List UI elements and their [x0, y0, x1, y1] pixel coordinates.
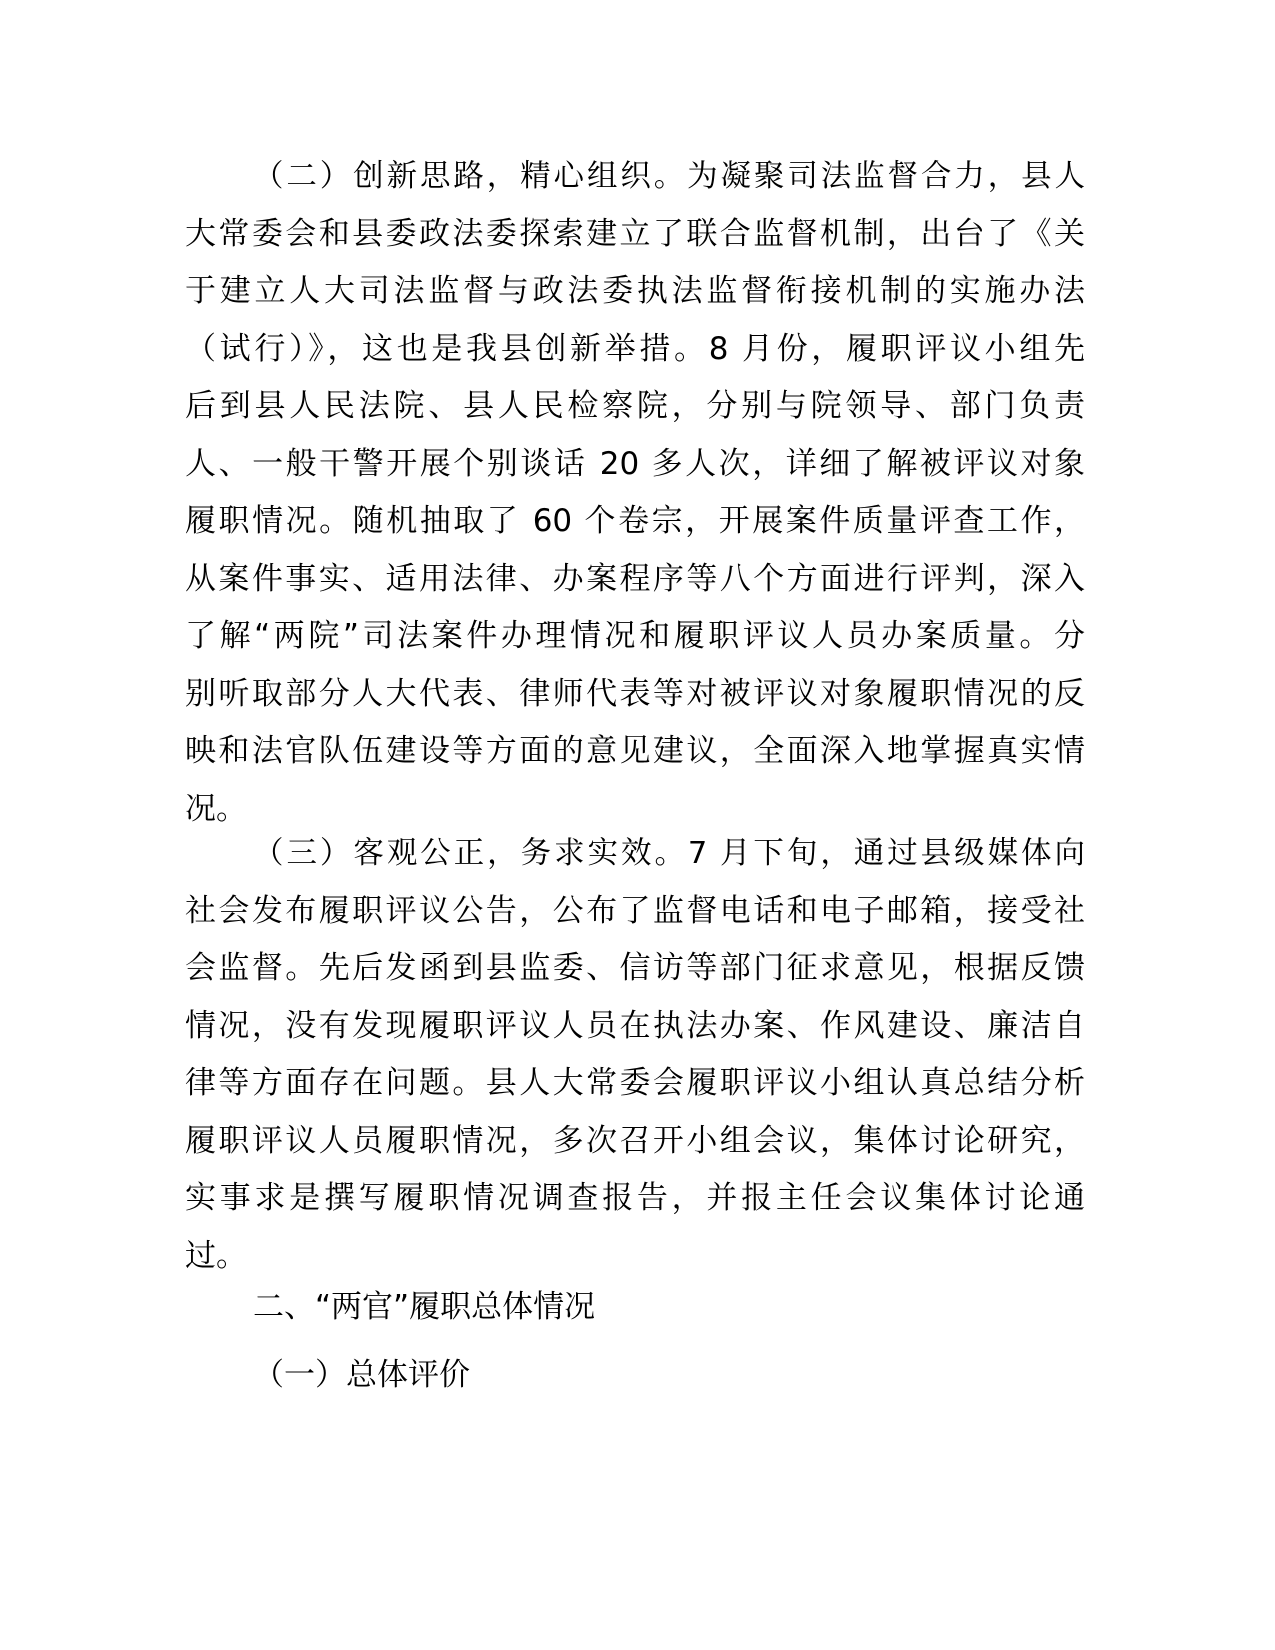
paragraph-objectivity: [185, 825, 1085, 1285]
text-line: （二）创新思路，精心组织。为凝聚司法监督合力，县人: [253, 159, 1085, 194]
text-line: 人、一般干警开展个别谈话 20 多人次，详细了解被评议对象: [185, 445, 1085, 482]
text-line: 大常委会和县委政法委探索建立了联合监督机制，出台了《关: [185, 215, 1085, 252]
text-line: 履职情况。随机抽取了 60 个卷宗，开展案件质量评查工作，: [185, 503, 1085, 539]
subsection-heading: （一）总体评价: [253, 1357, 470, 1393]
text-line: 别听取部分人大代表、律师代表等对被评议对象履职情况的反: [185, 675, 1085, 712]
text-line: 于建立人大司法监督与政法委执法监督衔接机制的实施办法: [185, 273, 1085, 309]
text-line: 会监督。先后发函到县监委、信访等部门征求意见，根据反馈: [185, 950, 1085, 986]
paragraph-innovation: [185, 148, 1085, 838]
text-line: 社会发布履职评议公告，公布了监督电话和电子邮箱，接受社: [185, 892, 1085, 929]
text-line: （试行）》，这也是我县创新举措。8 月份，履职评议小组先: [185, 330, 1085, 367]
text-line: 映和法官队伍建设等方面的意见建议，全面深入地掌握真实情: [185, 733, 1085, 769]
text-line: （三）客观公正，务求实效。7 月下旬，通过县级媒体向: [253, 836, 1085, 871]
text-line: 履职评议人员履职情况，多次召开小组会议，集体讨论研究，: [185, 1122, 1085, 1159]
text-line: 实事求是撰写履职情况调查报告，并报主任会议集体讨论通: [185, 1180, 1085, 1216]
text-line: 律等方面存在问题。县人大常委会履职评议小组认真总结分析: [185, 1065, 1085, 1101]
text-line: 情况，没有发现履职评议人员在执法办案、作风建设、廉洁自: [185, 1007, 1085, 1044]
text-line: 过。: [185, 1237, 247, 1274]
text-line: 后到县人民法院、县人民检察院，分别与院领导、部门负责: [185, 388, 1085, 424]
text-line: 况。: [185, 790, 247, 827]
text-line: 从案件事实、适用法律、办案程序等八个方面进行评判，深入: [185, 560, 1085, 597]
section-heading: 二、“两官”履职总体情况: [253, 1289, 596, 1325]
text-line: 了解“两院”司法案件办理情况和履职评议人员办案质量。分: [185, 618, 1085, 654]
